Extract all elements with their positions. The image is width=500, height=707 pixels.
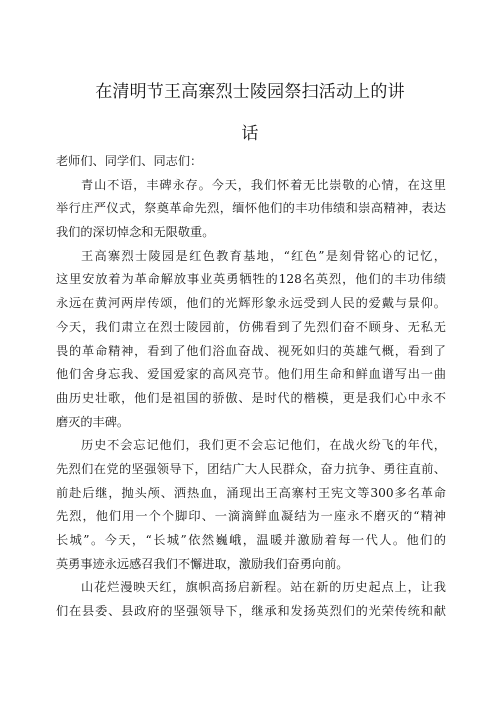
paragraph-4-line-2: 们在县委、县政府的坚强领导下，继承和发扬英烈们的光荣传统和献 [56, 604, 446, 619]
paragraph-1-line-3: 我们的深切悼念和无限敬重。 [56, 225, 215, 240]
paragraph-3-line-4: 先烈，他们用一个个脚印、一滴滴鲜血凝结为一座永不磨灭的“精神 [56, 509, 446, 524]
paragraph-4-line-1: 山花烂漫映天红，旗帜高扬启新程。站在新的历史起点上，让我 [81, 580, 446, 595]
paragraph-3-line-1: 历史不会忘记他们，我们更不会忘记他们，在战火纷飞的年代， [81, 438, 446, 453]
paragraph-2-line-4: 今天，我们肃立在烈士陵园前，仿佛看到了先烈们奋不顾身、无私无 [56, 319, 446, 334]
paragraph-2-line-5: 畏的革命精神，看到了他们浴血奋战、视死如归的英雄气概，看到了 [56, 343, 446, 358]
paragraph-3-line-6: 英勇事迹永远感召我们不懈进取，激励我们奋勇向前。 [56, 556, 349, 571]
speech-title-line-2: 话 [241, 124, 259, 144]
paragraph-3-line-3: 前赴后继，抛头颅、洒热血，涌现出王高寨村王宪文等300多名革命 [56, 485, 446, 500]
paragraph-2-line-2: 这里安放着为革命解放事业英勇牺牲的128名英烈，他们的丰功伟绩 [56, 272, 446, 287]
paragraph-3-line-2: 先烈们在党的坚强领导下，团结广大人民群众，奋力抗争、勇往直前、 [56, 461, 446, 476]
paragraph-2-line-8: 磨灭的丰碑。 [56, 414, 130, 429]
paragraph-2-line-1: 王高寨烈士陵园是红色教育基地，“红色”是刻骨铭心的记忆， [81, 248, 446, 263]
paragraph-2-line-6: 他们舍身忘我、爱国爱家的高风亮节。他们用生命和鲜血谱写出一曲 [56, 367, 446, 382]
salutation: 老师们、同学们、同志们： [56, 154, 203, 168]
paragraph-2-line-7: 曲历史壮歌，他们是祖国的骄傲、是时代的楷模，更是我们心中永不 [56, 390, 446, 405]
paragraph-3-line-5: 长城”。今天，“长城”依然巍峨，温暖并激励着每一代人。他们的 [56, 533, 446, 547]
speech-title-line-1: 在清明节王高寨烈士陵园祭扫活动上的讲 [95, 82, 405, 102]
paragraph-2-line-3: 永远在黄河两岸传颂，他们的光辉形象永远受到人民的爱戴与景仰。 [56, 296, 446, 311]
paragraph-1-line-1: 青山不语，丰碑永存。今天，我们怀着无比崇敬的心情，在这里 [81, 177, 446, 192]
paragraph-1-line-2: 举行庄严仪式，祭奠革命先烈，缅怀他们的丰功伟绩和崇高精神，表达 [56, 201, 446, 216]
speech-body [56, 150, 446, 624]
